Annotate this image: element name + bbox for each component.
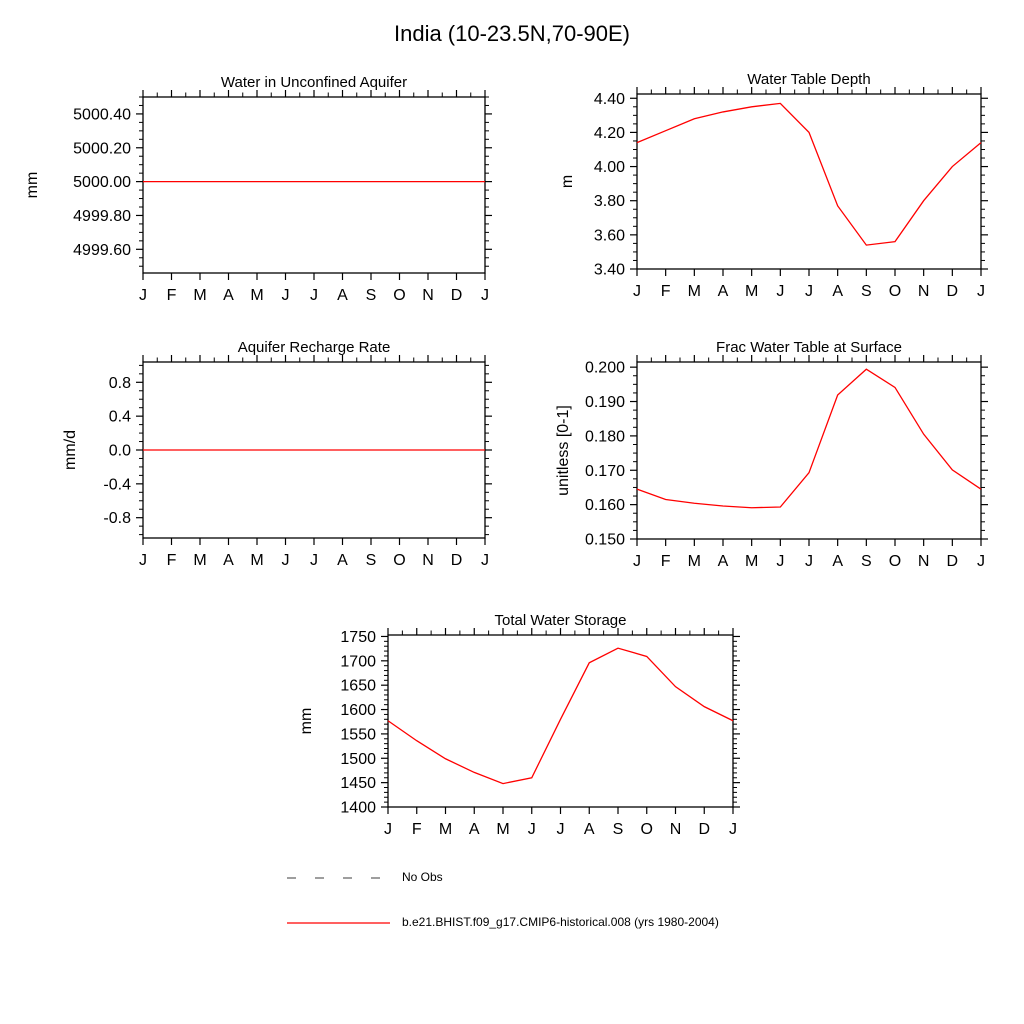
y-tick-label: 5000.00	[73, 174, 131, 192]
y-tick-label: 3.80	[593, 193, 625, 211]
y-tick-label: 4999.80	[73, 207, 131, 225]
x-tick-label: O	[393, 552, 406, 569]
x-tick-label: F	[166, 287, 177, 304]
x-tick-label: J	[805, 283, 813, 300]
x-tick-label: D	[946, 553, 959, 570]
x-tick-label: M	[438, 821, 453, 838]
x-tick-label: M	[745, 553, 759, 570]
x-tick-label: J	[384, 821, 392, 838]
plot-water-in-unconfined-aquifer	[20, 58, 520, 308]
x-tick-label: J	[310, 287, 318, 304]
x-tick-label: M	[250, 552, 264, 569]
y-tick-label: 3.60	[593, 227, 625, 245]
y-tick-label: 0.200	[584, 359, 625, 377]
x-tick-label: S	[860, 283, 872, 300]
y-tick-label: 5000.20	[73, 140, 131, 158]
x-tick-label: M	[496, 821, 510, 838]
x-tick-label: A	[832, 553, 844, 570]
y-tick-label: 1650	[340, 677, 376, 695]
x-tick-label: J	[281, 287, 290, 304]
x-tick-label: A	[832, 283, 844, 300]
plot-title: Aquifer Recharge Rate	[237, 339, 391, 356]
y-tick-label: 4.40	[593, 90, 625, 108]
x-tick-label: N	[422, 552, 434, 569]
legend-item-model-series	[287, 913, 719, 931]
x-tick-label: M	[250, 287, 264, 304]
x-tick-label: J	[556, 821, 565, 838]
plot-water-table-depth	[558, 55, 1024, 305]
x-tick-label: J	[977, 553, 985, 570]
y-tick-label: 0.8	[108, 374, 131, 392]
x-tick-label: J	[633, 553, 641, 570]
legend-label-no-obs: No Obs	[402, 870, 443, 884]
y-tick-label: 1750	[340, 628, 376, 646]
x-tick-label: A	[717, 553, 729, 570]
data-line	[637, 369, 981, 508]
x-tick-label: J	[310, 552, 318, 569]
x-tick-label: N	[669, 821, 682, 838]
y-tick-label: 4.20	[593, 124, 625, 142]
y-axis-label: mm/d	[62, 430, 79, 470]
plot-frame	[388, 635, 733, 807]
y-tick-label: 1400	[340, 799, 376, 817]
y-tick-label: 1700	[340, 653, 376, 671]
x-tick-label: F	[660, 283, 671, 300]
plot-area	[20, 58, 520, 308]
x-tick-label: N	[422, 287, 434, 304]
y-tick-label: 0.160	[584, 497, 625, 515]
plot-aquifer-recharge-rate	[20, 326, 520, 576]
x-tick-label: A	[223, 287, 234, 304]
y-axis-label: unitless [0-1]	[555, 405, 572, 496]
y-axis-label: mm	[24, 171, 41, 199]
x-tick-label: D	[946, 283, 959, 300]
legend-label-model-series: b.e21.BHIST.f09_g17.CMIP6-historical.008 (yrs 1980-2004)	[402, 915, 719, 929]
x-tick-label: J	[139, 287, 147, 304]
x-tick-label: J	[139, 552, 147, 569]
x-tick-label: A	[337, 552, 348, 569]
y-tick-label: 0.190	[584, 394, 625, 412]
figure-title: India (10-23.5N,70-90E)	[393, 21, 631, 46]
x-tick-label: M	[193, 287, 207, 304]
plot-title: Frac Water Table at Surface	[716, 339, 902, 356]
y-tick-label: -0.4	[103, 476, 131, 494]
x-tick-label: O	[640, 821, 653, 838]
x-tick-label: S	[860, 553, 872, 570]
y-axis-label: m	[559, 174, 576, 189]
x-tick-label: D	[698, 821, 711, 838]
y-tick-label: 0.180	[584, 428, 625, 446]
plot-title: Total Water Storage	[494, 612, 627, 629]
x-tick-label: N	[917, 553, 930, 570]
x-tick-label: M	[687, 283, 701, 300]
plot-area	[558, 55, 1024, 305]
y-tick-label: 3.40	[593, 261, 625, 279]
x-tick-label: A	[223, 552, 234, 569]
x-tick-label: A	[583, 821, 595, 838]
plot-title: Water Table Depth	[747, 71, 871, 88]
x-tick-label: M	[687, 553, 701, 570]
plot-area	[270, 598, 770, 848]
x-tick-label: F	[660, 553, 671, 570]
plot-area	[20, 326, 520, 576]
x-tick-label: J	[481, 287, 489, 304]
x-tick-label: A	[468, 821, 480, 838]
y-tick-label: 1600	[340, 702, 376, 720]
x-tick-label: A	[717, 283, 729, 300]
x-tick-label: J	[281, 552, 290, 569]
x-tick-label: S	[365, 287, 377, 304]
plot-frac-water-table-at-surface	[550, 326, 1024, 576]
x-tick-label: S	[612, 821, 624, 838]
x-tick-label: M	[193, 552, 207, 569]
x-tick-label: F	[411, 821, 422, 838]
y-tick-label: 5000.40	[73, 106, 131, 124]
plot-total-water-storage	[270, 598, 770, 848]
legend-item-no-obs	[287, 868, 443, 886]
x-tick-label: J	[633, 283, 641, 300]
y-tick-label: 0.0	[108, 442, 131, 460]
x-tick-label: M	[745, 283, 759, 300]
x-tick-label: D	[450, 552, 463, 569]
x-tick-label: J	[527, 821, 536, 838]
y-tick-label: -0.8	[103, 510, 131, 528]
plot-frame	[637, 362, 981, 539]
plot-frame	[143, 97, 485, 273]
model-series-line	[287, 914, 391, 930]
x-tick-label: J	[776, 283, 785, 300]
x-tick-label: O	[393, 287, 406, 304]
no-obs-dashed-line	[287, 869, 391, 885]
x-tick-label: J	[729, 821, 737, 838]
x-tick-label: O	[888, 553, 902, 570]
y-tick-label: 0.170	[584, 462, 625, 480]
plot-frame	[637, 94, 981, 269]
y-tick-label: 4999.60	[73, 241, 131, 259]
plot-area	[550, 326, 1024, 576]
y-tick-label: 1550	[340, 726, 376, 744]
y-tick-label: 4.00	[593, 159, 625, 177]
y-axis-label: mm	[298, 707, 315, 735]
x-tick-label: D	[450, 287, 463, 304]
plot-title: Water in Unconfined Aquifer	[220, 74, 408, 91]
x-tick-label: F	[166, 552, 177, 569]
x-tick-label: O	[888, 283, 902, 300]
x-tick-label: J	[481, 552, 489, 569]
x-tick-label: J	[805, 553, 813, 570]
data-line	[637, 103, 981, 245]
x-tick-label: A	[337, 287, 348, 304]
x-tick-label: J	[776, 553, 785, 570]
y-tick-label: 0.4	[108, 408, 131, 426]
x-tick-label: S	[365, 552, 377, 569]
x-tick-label: N	[917, 283, 930, 300]
data-line	[388, 648, 733, 783]
y-tick-label: 0.150	[584, 531, 625, 549]
y-tick-label: 1450	[340, 775, 376, 793]
x-tick-label: J	[977, 283, 985, 300]
y-tick-label: 1500	[340, 750, 376, 768]
